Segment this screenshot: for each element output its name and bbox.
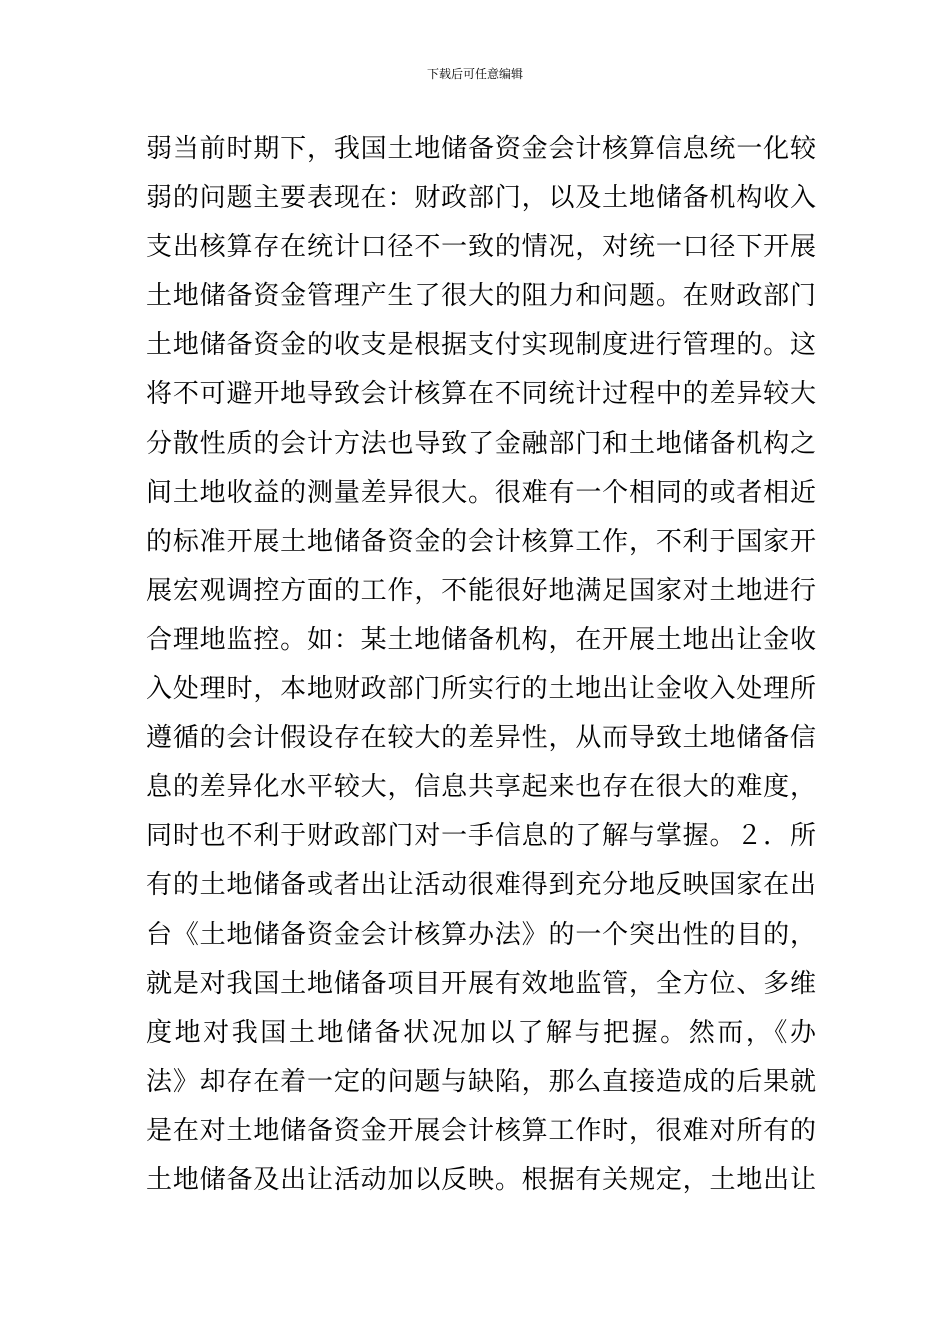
text-line: 间土地收益的测量差异很大。很难有一个相同的或者相近	[146, 477, 816, 508]
text-line: 同时也不利于财政部门对一手信息的了解与掌握。２．所	[146, 821, 816, 852]
text-line: 法》却存在着一定的问题与缺陷，那么直接造成的后果就	[146, 1066, 816, 1097]
text-line: 有的土地储备或者出让活动很难得到充分地反映国家在出	[146, 870, 816, 901]
text-line: 息的差异化水平较大，信息共享起来也存在很大的难度，	[146, 772, 816, 803]
text-line: 遵循的会计假设存在较大的差异性，从而导致土地储备信	[146, 723, 816, 754]
text-line: 弱当前时期下，我国土地储备资金会计核算信息统一化较	[146, 134, 816, 164]
text-line: 土地储备资金管理产生了很大的阻力和问题。在财政部门	[146, 281, 816, 312]
text-line: 土地储备资金的收支是根据支付实现制度进行管理的。这	[146, 330, 816, 361]
text-line: 台《土地储备资金会计核算办法》的一个突出性的目的，	[146, 919, 816, 950]
text-line: 分散性质的会计方法也导致了金融部门和土地储备机构之	[146, 428, 816, 459]
text-line: 度地对我国土地储备状况加以了解与把握。然而，《办	[146, 1017, 816, 1048]
text-line: 展宏观调控方面的工作，不能很好地满足国家对土地进行	[146, 575, 816, 606]
text-line: 支出核算存在统计口径不一致的情况，对统一口径下开展	[146, 232, 816, 263]
body-paragraph	[146, 125, 816, 1205]
text-line: 将不可避开地导致会计核算在不同统计过程中的差异较大	[146, 379, 816, 410]
text-line: 弱的问题主要表现在：财政部门，以及土地储备机构收入	[146, 183, 816, 214]
text-line: 土地储备及出让活动加以反映。根据有关规定，土地出让	[146, 1164, 816, 1195]
text-line: 的标准开展土地储备资金的会计核算工作，不利于国家开	[146, 526, 816, 557]
text-line: 合理地监控。如：某土地储备机构，在开展土地出让金收	[146, 624, 816, 655]
page-header: 下载后可任意编辑	[426, 67, 523, 81]
text-line: 是在对土地储备资金开展会计核算工作时，很难对所有的	[146, 1115, 816, 1146]
text-line: 入处理时，本地财政部门所实行的土地出让金收入处理所	[146, 674, 816, 705]
text-line: 就是对我国土地储备项目开展有效地监管，全方位、多维	[146, 968, 816, 999]
